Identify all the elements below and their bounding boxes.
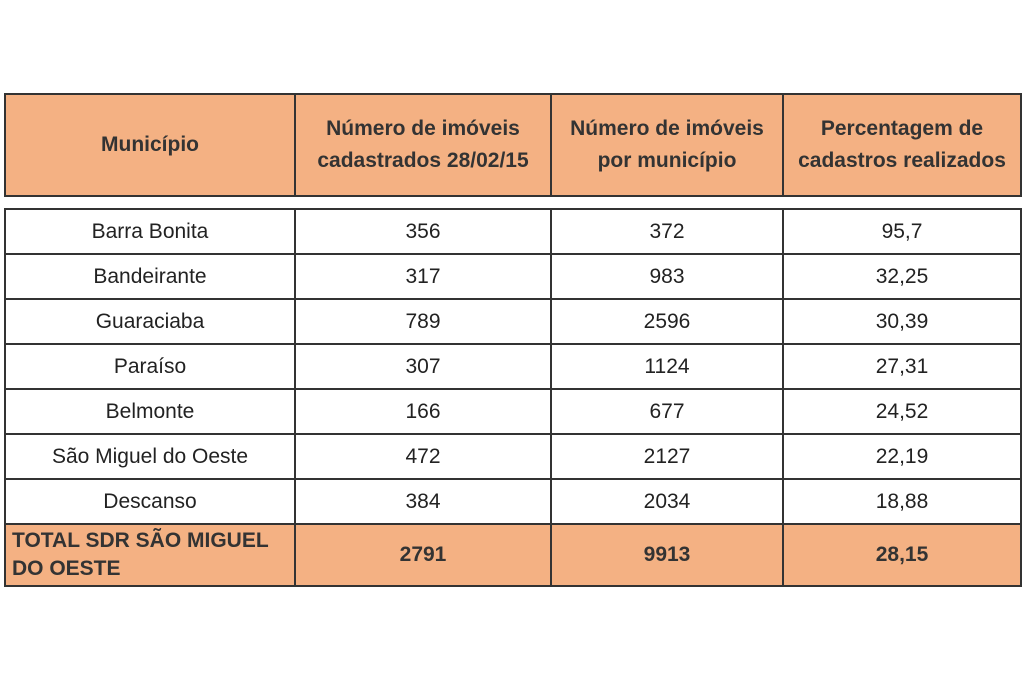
cell-municipio: Bandeirante <box>5 254 295 299</box>
cell-cadastrados: 317 <box>295 254 551 299</box>
table-row <box>5 254 1021 299</box>
cell-cadastrados: 384 <box>295 479 551 524</box>
cell-cadastrados: 307 <box>295 344 551 389</box>
table-row <box>5 344 1021 389</box>
table-row <box>5 479 1021 524</box>
cell-percentagem: 24,52 <box>783 389 1021 434</box>
total-label-line2: DO OESTE <box>12 557 121 580</box>
header-cadastrados <box>295 94 551 196</box>
cell-total: 2034 <box>551 479 783 524</box>
cell-percentagem: 95,7 <box>783 209 1021 254</box>
cell-total: 677 <box>551 389 783 434</box>
header-percentagem-line2: cadastros realizados <box>798 149 1006 172</box>
cell-cadastrados: 166 <box>295 389 551 434</box>
header-cadastrados-line2: cadastrados 28/02/15 <box>317 149 529 172</box>
header-percentagem <box>783 94 1021 196</box>
header-row <box>5 94 1021 196</box>
cell-total: 983 <box>551 254 783 299</box>
header-percentagem-line1: Percentagem de <box>820 117 984 140</box>
cell-percentagem: 30,39 <box>783 299 1021 344</box>
header-municipio: Município <box>5 94 295 196</box>
cell-percentagem: 18,88 <box>783 479 1021 524</box>
table-body <box>4 208 1022 587</box>
cell-total: 372 <box>551 209 783 254</box>
cell-municipio: Guaraciaba <box>5 299 295 344</box>
total-total: 9913 <box>551 524 783 586</box>
cell-percentagem: 22,19 <box>783 434 1021 479</box>
cell-cadastrados: 472 <box>295 434 551 479</box>
cell-percentagem: 32,25 <box>783 254 1021 299</box>
cell-municipio: Belmonte <box>5 389 295 434</box>
cell-municipio: Descanso <box>5 479 295 524</box>
cell-total: 1124 <box>551 344 783 389</box>
cell-cadastrados: 789 <box>295 299 551 344</box>
cell-municipio: São Miguel do Oeste <box>5 434 295 479</box>
table-row <box>5 299 1021 344</box>
total-cadastrados: 2791 <box>295 524 551 586</box>
table-row <box>5 209 1021 254</box>
total-row <box>5 524 1021 586</box>
cell-percentagem: 27,31 <box>783 344 1021 389</box>
header-por-municipio-line1: Número de imóveis <box>570 117 764 140</box>
total-label <box>5 524 295 586</box>
header-cadastrados-line1: Número de imóveis <box>326 117 520 140</box>
cell-cadastrados: 356 <box>295 209 551 254</box>
table-header <box>4 93 1022 197</box>
cell-municipio: Barra Bonita <box>5 209 295 254</box>
cell-total: 2127 <box>551 434 783 479</box>
header-por-municipio <box>551 94 783 196</box>
table-row <box>5 434 1021 479</box>
total-label-line1: TOTAL SDR SÃO MIGUEL <box>12 529 269 552</box>
cell-municipio: Paraíso <box>5 344 295 389</box>
cell-total: 2596 <box>551 299 783 344</box>
header-por-municipio-line2: por município <box>597 149 737 172</box>
table-row <box>5 389 1021 434</box>
total-percentagem: 28,15 <box>783 524 1021 586</box>
